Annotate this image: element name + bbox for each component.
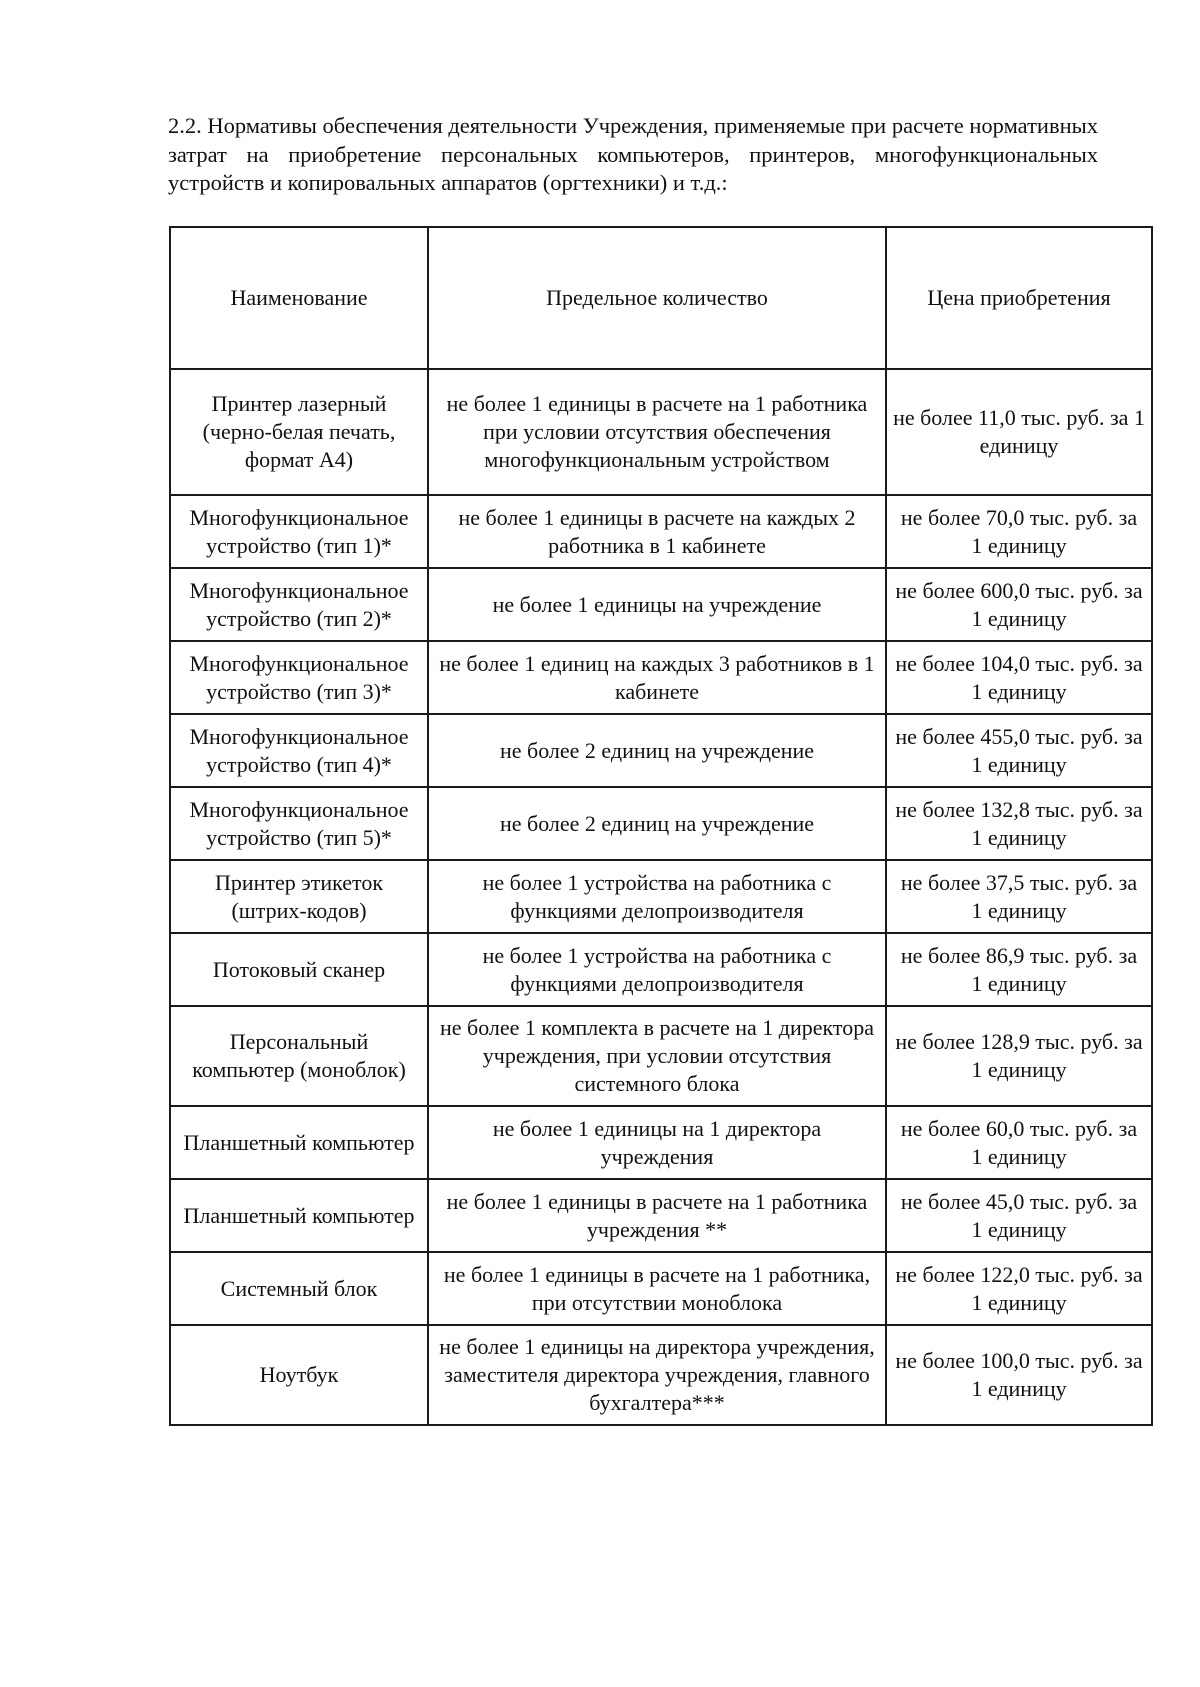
table-row [170,933,1152,1006]
table-row [170,641,1152,714]
cell-name: Принтер лазерный (черно-белая печать, формат А4) [170,369,428,495]
cell-price: не более 45,0 тыс. руб. за 1 единицу [886,1179,1152,1252]
cell-name: Персональный компьютер (моноблок) [170,1006,428,1106]
cell-quantity: не более 1 единицы на 1 директора учреждения [428,1106,886,1179]
cell-price: не более 600,0 тыс. руб. за 1 единицу [886,568,1152,641]
cell-name: Ноутбук [170,1325,428,1425]
cell-quantity: не более 1 комплекта в расчете на 1 директора учреждения, при условии отсутствия системного блока [428,1006,886,1106]
table-row [170,1325,1152,1425]
cell-price: не более 100,0 тыс. руб. за 1 единицу [886,1325,1152,1425]
cell-price: не более 132,8 тыс. руб. за 1 единицу [886,787,1152,860]
cell-quantity: не более 1 устройства на работника с функциями делопроизводителя [428,933,886,1006]
table-row [170,369,1152,495]
cell-name: Многофункциональное устройство (тип 1)* [170,495,428,568]
cell-price: не более 455,0 тыс. руб. за 1 единицу [886,714,1152,787]
cell-price: не более 122,0 тыс. руб. за 1 единицу [886,1252,1152,1325]
cell-name: Многофункциональное устройство (тип 2)* [170,568,428,641]
table-row [170,860,1152,933]
cell-quantity: не более 1 единицы на учреждение [428,568,886,641]
table-row [170,1179,1152,1252]
cell-name: Принтер этикеток (штрих-кодов) [170,860,428,933]
cell-price: не более 60,0 тыс. руб. за 1 единицу [886,1106,1152,1179]
cell-quantity: не более 1 единицы в расчете на 1 работника, при отсутствии моноблока [428,1252,886,1325]
header-name: Наименование [170,227,428,369]
cell-name: Многофункциональное устройство (тип 4)* [170,714,428,787]
table-row [170,714,1152,787]
cell-name: Потоковый сканер [170,933,428,1006]
cell-price: не более 11,0 тыс. руб. за 1 единицу [886,369,1152,495]
cell-quantity: не более 2 единиц на учреждение [428,714,886,787]
cell-quantity: не более 1 устройства на работника с функциями делопроизводителя [428,860,886,933]
cell-price: не более 104,0 тыс. руб. за 1 единицу [886,641,1152,714]
cell-name: Многофункциональное устройство (тип 5)* [170,787,428,860]
table-body [170,369,1152,1425]
cell-quantity: не более 1 единицы на директора учреждения, заместителя директора учреждения, главного бухгалтера*** [428,1325,886,1425]
cell-name: Планшетный компьютер [170,1179,428,1252]
table-row [170,1006,1152,1106]
table-row [170,1106,1152,1179]
table-row [170,495,1152,568]
cell-name: Системный блок [170,1252,428,1325]
table-row [170,787,1152,860]
table-row [170,1252,1152,1325]
cell-name: Многофункциональное устройство (тип 3)* [170,641,428,714]
cell-quantity: не более 1 единицы в расчете на 1 работника учреждения ** [428,1179,886,1252]
cell-price: не более 37,5 тыс. руб. за 1 единицу [886,860,1152,933]
header-purchase-price: Цена приобретения [886,227,1152,369]
cell-price: не более 86,9 тыс. руб. за 1 единицу [886,933,1152,1006]
header-row [170,227,1152,369]
header-limit-quantity: Предельное количество [428,227,886,369]
cell-price: не более 70,0 тыс. руб. за 1 единицу [886,495,1152,568]
cell-name: Планшетный компьютер [170,1106,428,1179]
cell-quantity: не более 1 единиц на каждых 3 работников в 1 кабинете [428,641,886,714]
section-intro-paragraph: 2.2. Нормативы обеспечения деятельности Учреждения, применяемые при расчете нормативных затрат на приобретение персональных компьютеров, принтеров, многофункциональных устройств и копировальных аппаратов (оргтехники) и т.д.: [168,113,1098,195]
cell-quantity: не более 1 единицы в расчете на 1 работника при условии отсутствия обеспечения многофункциональным устройством [428,369,886,495]
norms-table [169,226,1153,1426]
cell-quantity: не более 1 единицы в расчете на каждых 2 работника в 1 кабинете [428,495,886,568]
cell-price: не более 128,9 тыс. руб. за 1 единицу [886,1006,1152,1106]
table-header [170,227,1152,369]
table-row [170,568,1152,641]
cell-quantity: не более 2 единиц на учреждение [428,787,886,860]
